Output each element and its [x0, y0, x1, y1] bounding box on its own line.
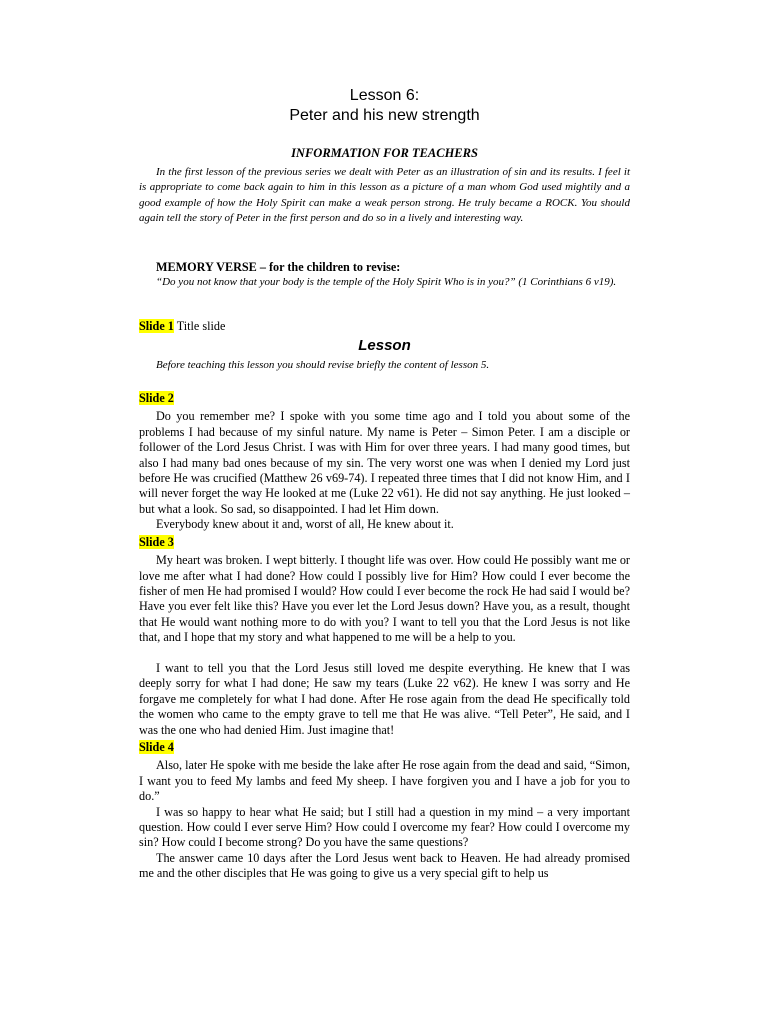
lesson-title: Peter and his new strength — [289, 107, 480, 124]
slide-3-paragraph: I want to tell you that the Lord Jesus still loved me despite everything. He knew that I was deeply sorry for what I had done; He saw my tears (Luke 22 v62). He knew I was sorry and He forgave me completely for what I had done. After He rose again from the dead He specifically told the women who came to the empty grave to tell me that He was alive. “Tell Peter”, He said, and I was the one who had denied Him. Just imagine that! — [139, 660, 630, 737]
teachers-text: In the first lesson of the previous series we dealt with Peter as an illustration of sin and its results. I feel it is appropriate to come back again to him in this lesson as a picture of a man whom God used mightily and a good example of how the Holy Spirit can make a weak person strong. He truly became a ROCK. You should again tell the story of Peter in the first person and do so in a lively and interesting way. — [139, 166, 630, 225]
slide-4-paragraph: Also, later He spoke with me beside the lake after He rose again from the dead and said, “Simon, I want you to feed My lambs and feed My sheep. I have forgiven you and I have a job for you to do.” — [139, 758, 630, 804]
slide-2-paragraph: Do you remember me? I spoke with you some time ago and I told you about some of the problems I had because of my sinful nature. My name is Peter – Simon Peter. I am a disciple or follower of the Lord Jesus Christ. I was with Him for over three years. I had many good times, but also I had many bad ones because of my sin. The very worst one was when I denied my Lord just before He was crucified (Matthew 26 v69-74). I repeated three times that I did not know Him, and I will never forget the way He looked at me (Luke 22 v61). He did not say anything. He just looked – but what a look. So sad, so disappointed. I had let Him down. — [139, 409, 630, 516]
slide-2-paragraph: Everybody knew about it and, worst of all, He knew about it. — [156, 517, 454, 532]
slide-4-label: Slide 4 — [139, 739, 174, 754]
slide-1-label: Slide 1 — [139, 318, 174, 333]
page-content — [139, 86, 630, 882]
slide-3-paragraph: My heart was broken. I wept bitterly. I thought life was over. How could He possibly want me or love me after what I had done? How could I possibly live for Him? How could I ever become the fisher of men He had promised I would? How could I ever become the rock He had said I would be? Have you ever felt like this? Have you ever let the Lord Jesus down? Have you, as a result, thought that He would want nothing more to do with you? I want to tell you that the Lord Jesus is not like that, and I hope that my story and what happened to me will be a help to you. — [139, 553, 630, 645]
teachers-heading: INFORMATION FOR TEACHERS — [291, 146, 478, 160]
memory-verse-heading: MEMORY VERSE – for the children to revise: — [156, 259, 401, 274]
slide-1-text: Title slide — [173, 318, 226, 333]
lesson-number: Lesson 6: — [349, 87, 420, 104]
slide-3-line — [139, 535, 630, 550]
slide-4-paragraph: The answer came 10 days after the Lord Jesus went back to Heaven. He had already promised me and the other disciples that He was going to give us a very special gift to help us — [139, 850, 630, 881]
lesson-note: Before teaching this lesson you should revise briefly the content of lesson 5. — [156, 359, 490, 372]
slide-2-label: Slide 2 — [139, 391, 174, 406]
slide-1-line — [139, 319, 630, 334]
slide-3-label: Slide 3 — [139, 534, 174, 549]
lesson-heading: Lesson — [358, 337, 411, 355]
paragraph-spacer — [139, 646, 630, 661]
slide-4-line — [139, 740, 630, 755]
memory-verse-text: “Do you not know that your body is the temple of the Holy Spirit Who is in you?” (1 Corinthians 6 v19). — [156, 275, 617, 288]
slide-2-line — [139, 391, 630, 406]
slide-4-paragraph: I was so happy to hear what He said; but I still had a question in my mind – a very important question. How could I ever serve Him? How could I overcome my fear? How could I overcome my sin? How could I become strong? Do you have the same questions? — [139, 804, 630, 850]
